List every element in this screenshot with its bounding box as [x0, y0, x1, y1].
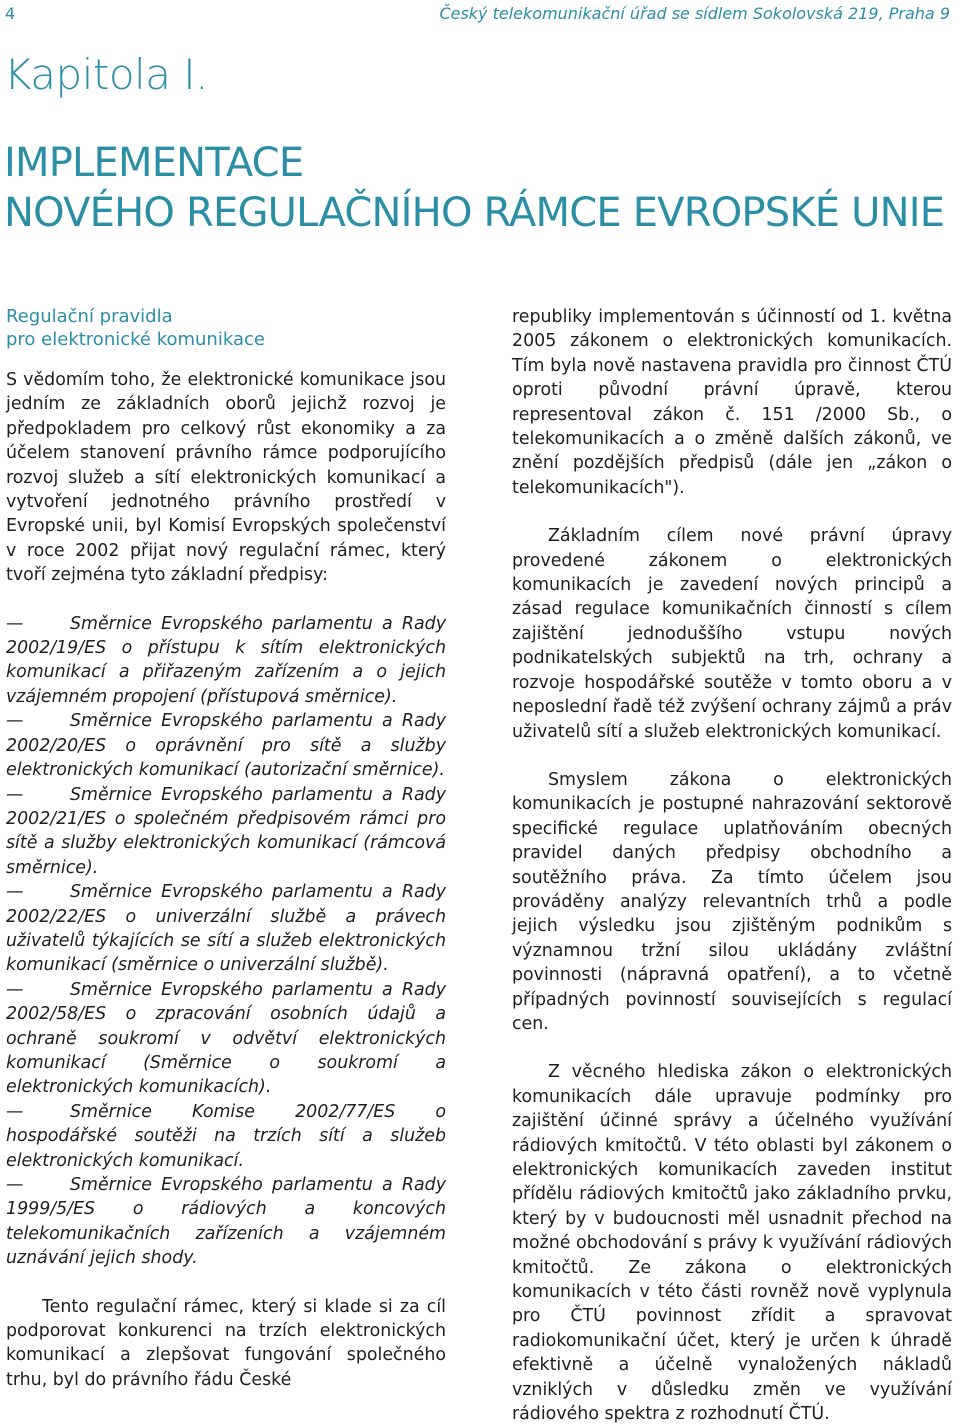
section-subheading	[6, 305, 446, 351]
paragraph-1: republiky implementován s účinností od 1. května 2005 zákonem o elektronických komunikacích. Tím byla nově nastavena pravidla pro činnost ČTÚ oproti původní právní úpravě, kterou representoval zákon č. 151 /2000 Sb., o telekomunikacích a o změně dalších zákonů, ve znění pozdějších předpisů (dále jen „zákon o telekomunikacích").	[512, 307, 952, 498]
directives-list	[6, 612, 446, 1271]
paragraph-2: Základním cílem nové právní úpravy provedené zákonem o elektronických komunikacích je zavedení nových principů a zásad regulace komunikačních činností s cílem zajištění jednoduššího vstupu nových podnikatelských subjektů na trh, ochrany a rozvoje hospodářské soutěže v tomto oboru a v neposlední řadě též zvýšení ochrany zájmů a práv uživatelů sítí a služeb elektronických komunikací.	[512, 526, 952, 742]
directive-text: Směrnice Evropského parlamentu a Rady 2002/58/ES o zpracování osobních údajů a ochraně soukromí v odvětví elektronických komunikací (Směrnice o soukromí a elektronických komunikacích).	[6, 979, 446, 1098]
directive-text: Směrnice Evropského parlamentu a Rady 2002/22/ES o univerzální službě a právech uživatelů týkajících se sítí a služeb elektronických komunikací (směrnice o univerzální službě).	[6, 882, 446, 976]
dash-glyph: —	[6, 882, 24, 903]
subheading-line-1: Regulační pravidla	[6, 306, 173, 327]
list-item	[6, 880, 446, 978]
left-column	[6, 305, 446, 1392]
running-header	[5, 4, 950, 26]
page-title	[4, 138, 944, 238]
chapter-label: Kapitola I.	[4, 50, 209, 99]
page-number: 4	[5, 4, 16, 23]
list-item	[6, 783, 446, 881]
list-item	[6, 1100, 446, 1173]
dash-glyph: —	[6, 1101, 24, 1122]
paragraph-3: Smyslem zákona o elektronických komunikacích je postupné nahrazování sektorově specifické regulace uplatňováním obecných pravidel daných předpisy obchodního a soutěžního práva. Za tímto účelem jsou prováděny analýzy relevantních trhů a podle jejich výsledku jsou zjištěným podnikům s významnou tržní silou ukládány zvláštní povinnosti (nápravná opatření), a to včetně případných povinností souvisejících s regulací cen.	[512, 769, 952, 1034]
directive-text: Směrnice Komise 2002/77/ES o hospodářské soutěži na trzích sítí a služeb elektronických komunikací.	[6, 1101, 446, 1171]
dash-glyph: —	[6, 1175, 24, 1195]
list-item	[6, 1173, 446, 1271]
list-item	[6, 709, 446, 782]
title-line-1: IMPLEMENTACE	[4, 140, 304, 186]
directive-text: Směrnice Evropského parlamentu a Rady 1999/5/ES o rádiových a koncových telekomunikačních zařízeních a vzájemném uznávání jejich shody.	[6, 1175, 446, 1269]
directive-text: Směrnice Evropského parlamentu a Rady 2002/20/ES o oprávnění pro sítě a služby elektronických komunikací (autorizační směrnice).	[6, 711, 446, 781]
directive-text: Směrnice Evropského parlamentu a Rady 2002/21/ES o společném předpisovém rámci pro sítě a služby elektronických komunikací (rámcová směrnice).	[6, 784, 446, 878]
dash-glyph: —	[6, 711, 24, 732]
intro-paragraph: S vědomím toho, že elektronické komunikace jsou jedním ze základních oborů jejichž rozvoj je předpokladem pro celkový růst ekonomiky a za účelem stanovení právního rámce podporujícího rozvoj služeb a sítí elektronických komunikací a vytvoření jednotného právního prostředí v Evropské unii, byl Komisí Evropských společenství v roce 2002 přijat nový regulační rámec, který tvoří zejména tyto základní předpisy:	[6, 370, 446, 586]
list-item	[6, 612, 446, 710]
right-column	[512, 305, 952, 1426]
directive-text: Směrnice Evropského parlamentu a Rady 2002/19/ES o přístupu k sítím elektronických komunikací a přiřazeným zařízením a o jejich vzájemném propojení (přístupová směrnice).	[6, 613, 446, 707]
paragraph-4: Z věcného hlediska zákon o elektronických komunikacích dále upravuje podmínky pro zajištění účinné správy a účelného využívání rádiových kmitočtů. V této oblasti byl zákonem o elektronických komunikacích zaveden institut přídělu rádiových kmitočtů jako základního prvku, který by v budoucnosti měl usnadnit přechod na možné obchodování s právy k využívání rádiových kmitočtů. Ze zákona o elektronických komunikacích v této části rovněž nově vyplynula pro ČTÚ povinnost zřídit a spravovat radiokomunikační účet, který je určen k úhradě efektivně a účelně vynaložených nákladů vzniklých v důsledku změn ve využívání rádiového spektra z rozhodnutí ČTÚ.	[512, 1062, 952, 1425]
closing-paragraph: Tento regulační rámec, který si klade si za cíl podporovat konkurenci na trzích elektronických komunikací a zlepšovat fungování společného trhu, byl do právního řádu České	[6, 1296, 446, 1390]
dash-glyph: —	[6, 979, 24, 1000]
dash-glyph: —	[6, 613, 24, 634]
list-item	[6, 978, 446, 1100]
subheading-line-2: pro elektronické komunikace	[6, 329, 265, 350]
title-line-2: NOVÉHO REGULAČNÍHO RÁMCE EVROPSKÉ UNIE	[4, 190, 945, 236]
organization-header: Český telekomunikační úřad se sídlem Sokolovská 219, Praha 9	[439, 4, 950, 23]
dash-glyph: —	[6, 784, 24, 805]
